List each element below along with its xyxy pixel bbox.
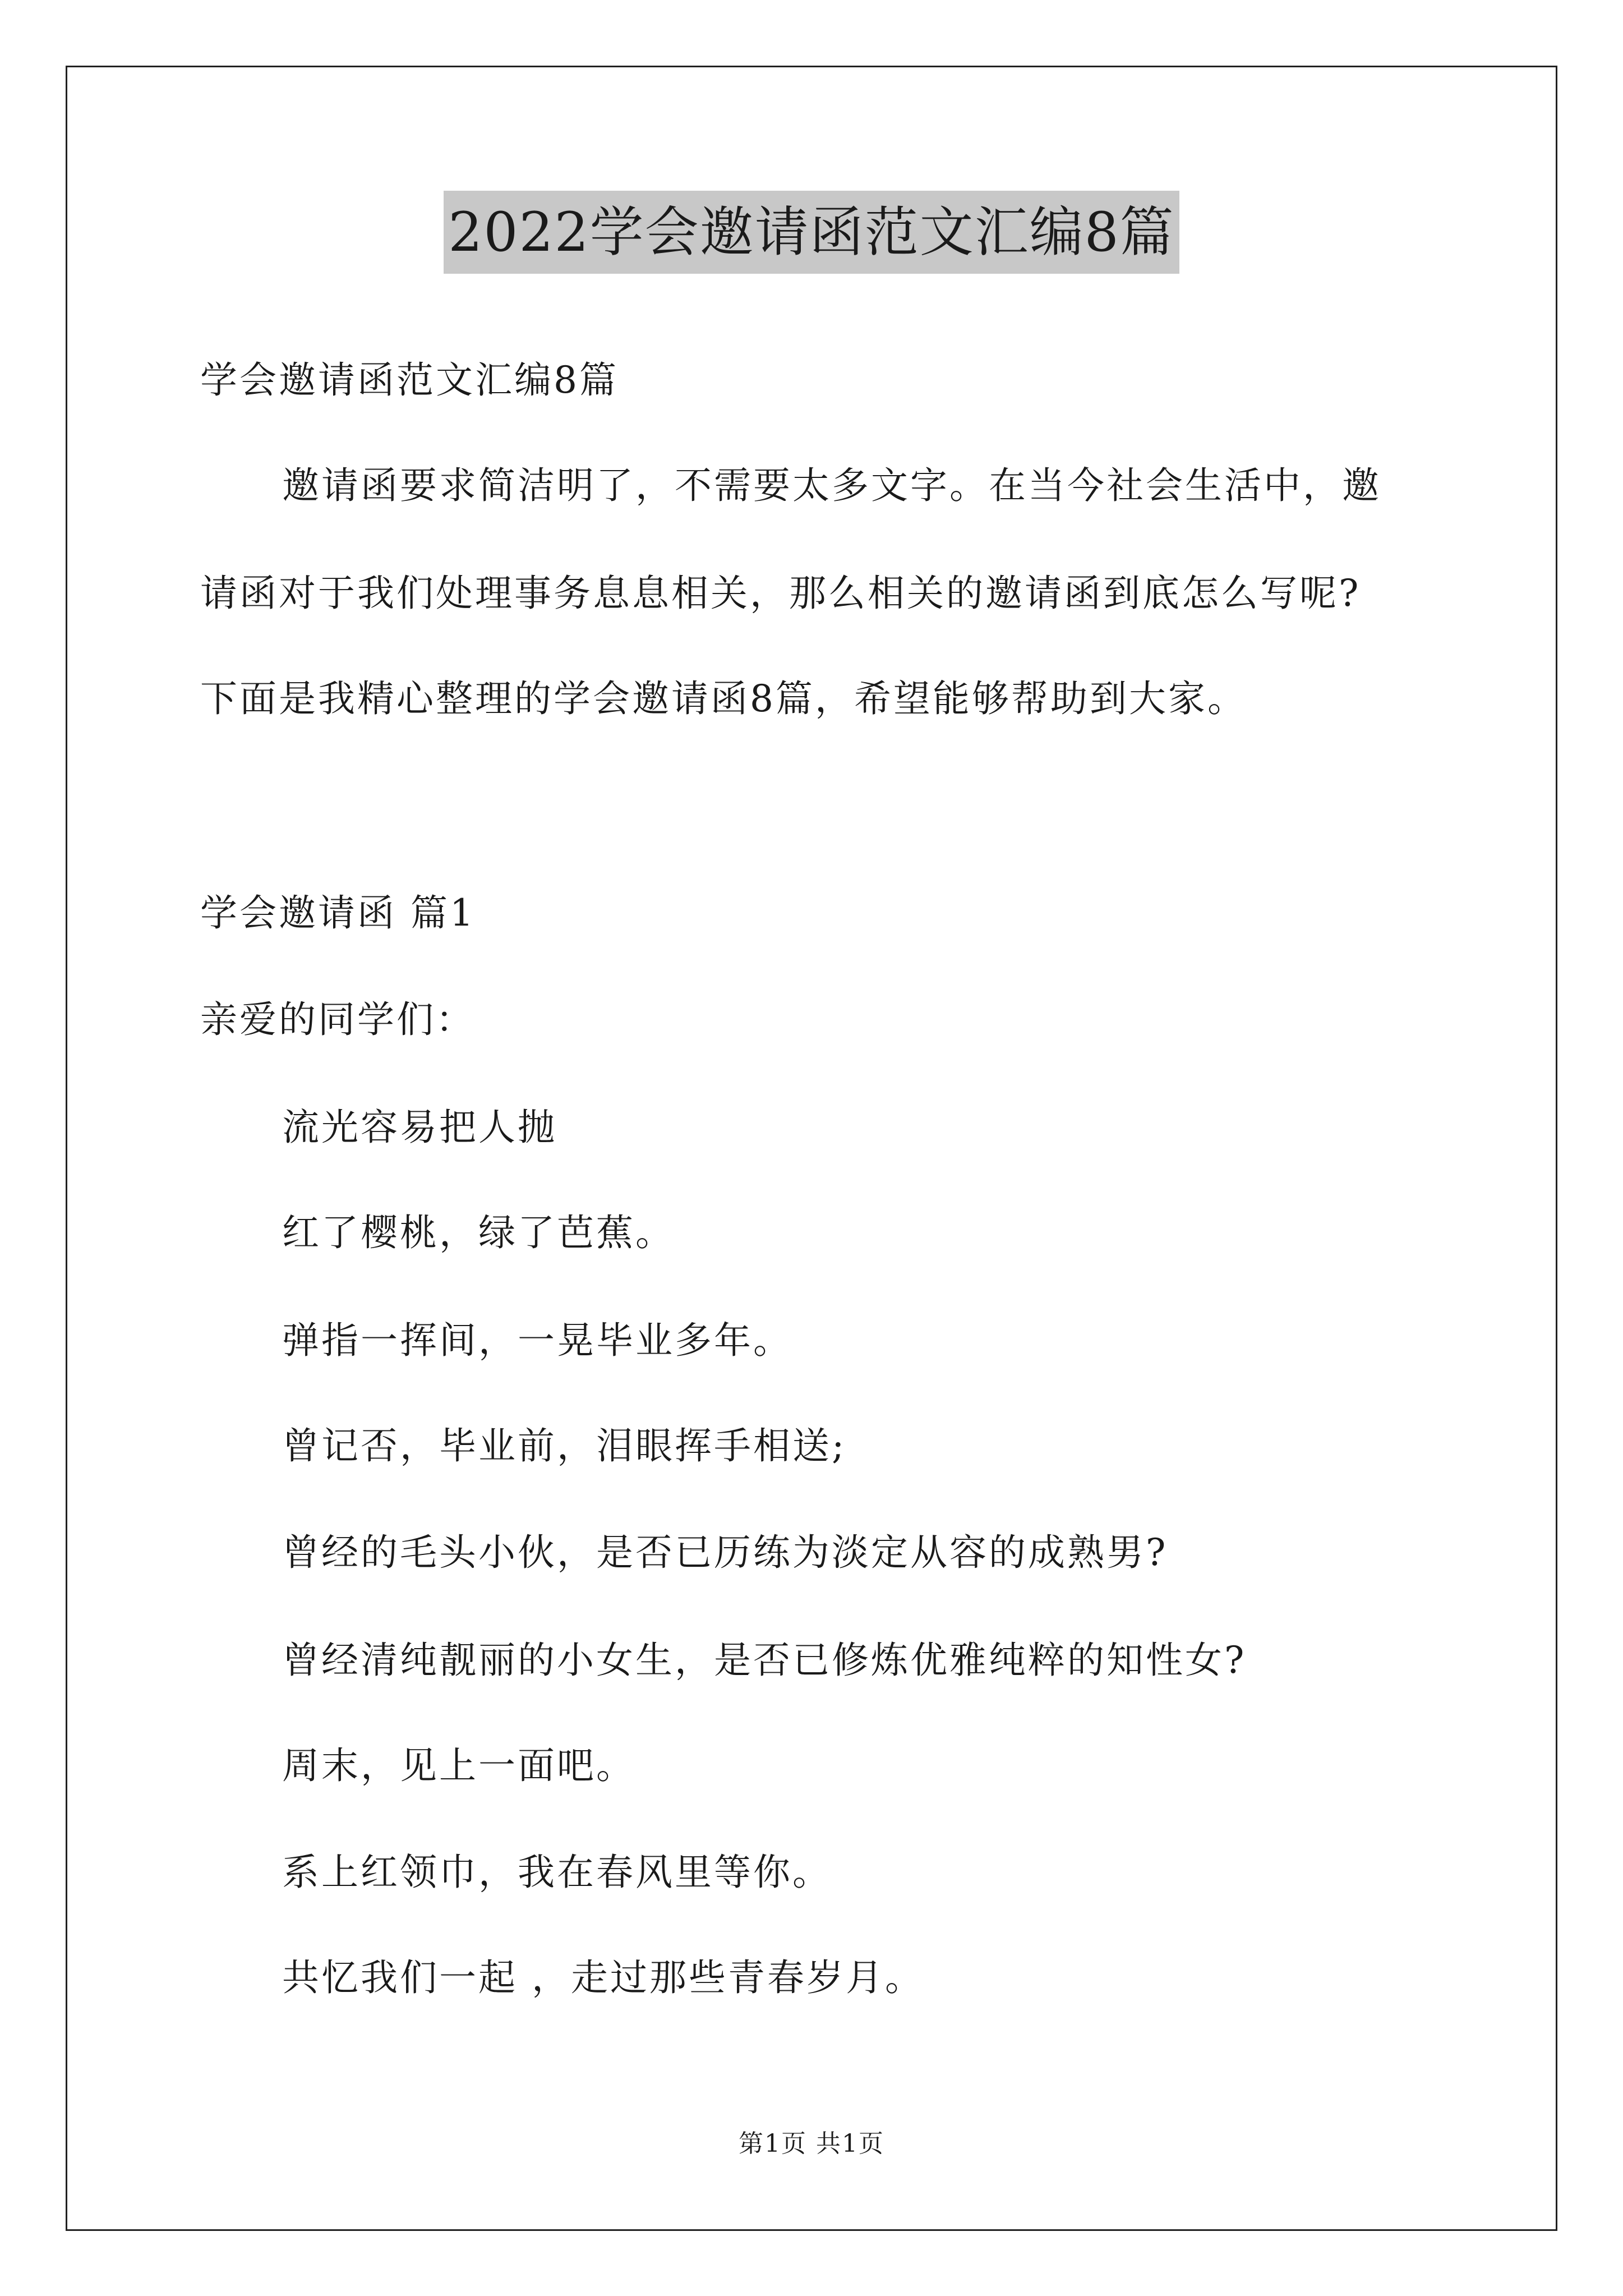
body-line-3: 弹指一挥间，一晃毕业多年。 xyxy=(282,1319,792,1362)
body-line-8: 系上红领巾，我在春风里等你。 xyxy=(282,1851,832,1894)
intro-line-3: 下面是我精心整理的学会邀请函8篇，希望能够帮助到大家。 xyxy=(200,677,1247,720)
body-line-2: 红了樱桃，绿了芭蕉。 xyxy=(282,1211,675,1254)
body-line-7: 周末，见上一面吧。 xyxy=(282,1744,635,1787)
body-line-1: 流光容易把人抛 xyxy=(282,1106,557,1149)
intro-line-2: 请函对于我们处理事务息息相关，那么相关的邀请函到底怎么写呢? xyxy=(200,572,1361,615)
page-number: 第1页 共1页 xyxy=(739,2129,884,2158)
intro-line-1: 邀请函要求简洁明了，不需要太多文字。在当今社会生活中，邀 xyxy=(282,464,1381,507)
document-title: 2022学会邀请函范文汇编8篇 xyxy=(444,191,1179,274)
body-line-6: 曾经清纯靓丽的小女生，是否已修炼优雅纯粹的知性女? xyxy=(282,1639,1247,1682)
body-line-4: 曾记否，毕业前，泪眼挥手相送; xyxy=(282,1424,847,1467)
section-heading: 学会邀请函 篇1 xyxy=(200,891,476,935)
body-line-5: 曾经的毛头小伙，是否已历练为淡定从容的成熟男? xyxy=(282,1531,1168,1574)
document-subtitle: 学会邀请函范文汇编8篇 xyxy=(200,358,619,402)
body-line-9: 共忆我们一起 ，走过那些青春岁月。 xyxy=(282,1956,924,1999)
title-container xyxy=(0,191,1623,274)
salutation: 亲爱的同学们： xyxy=(200,998,475,1041)
